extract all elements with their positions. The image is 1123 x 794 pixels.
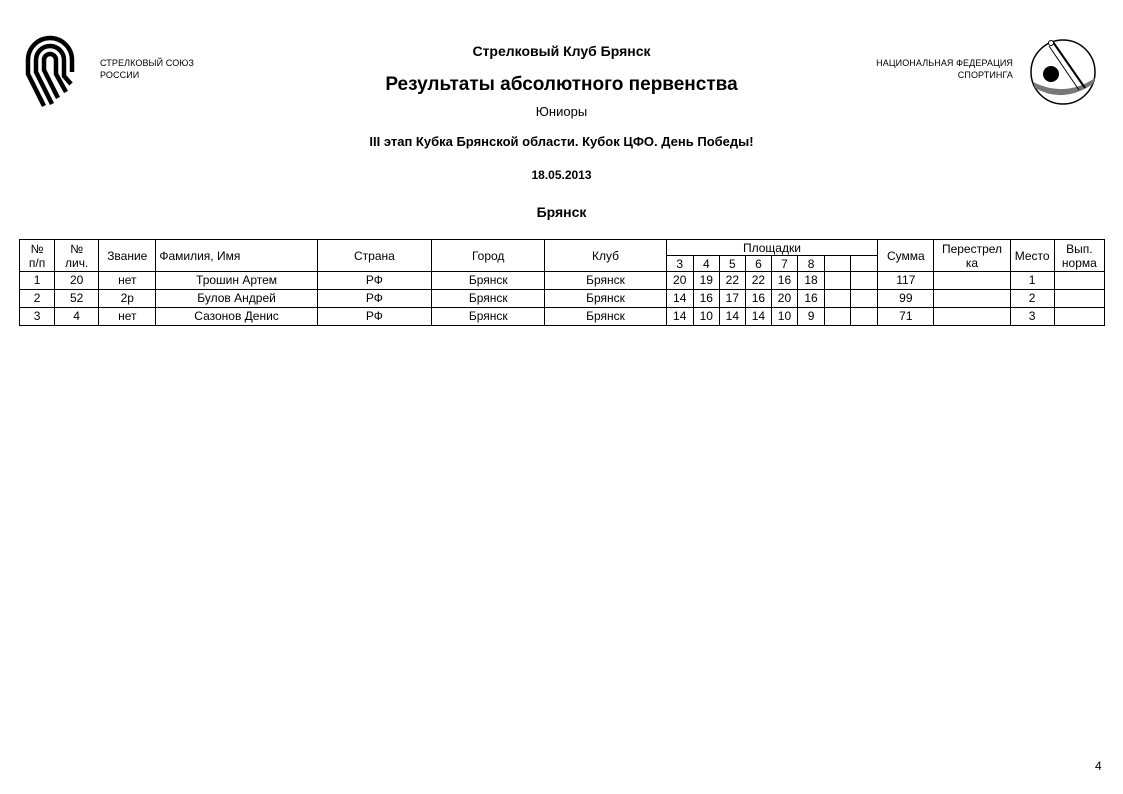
cell-score: 9: [798, 308, 825, 326]
cell-score: [825, 290, 851, 308]
range-number: 4: [693, 256, 719, 272]
cell-score: 17: [719, 290, 745, 308]
cell-rank: 2р: [99, 290, 156, 308]
col-header-name: Фамилия, Имя: [156, 240, 317, 272]
club-name: Стрелковый Клуб Брянск: [472, 43, 651, 59]
table-row: [20, 272, 1105, 290]
col-header-city: Город: [432, 240, 545, 272]
org-left-line1: СТРЕЛКОВЫЙ СОЮЗ: [100, 58, 195, 68]
cell-club: Брянск: [545, 272, 666, 290]
cell-id: 20: [55, 272, 99, 290]
col-header-num: [20, 240, 55, 272]
cell-city: Брянск: [432, 308, 545, 326]
cell-id: 52: [55, 290, 99, 308]
col-header-ranges: Площадки: [666, 240, 878, 256]
col-header-num-line2: п/п: [28, 255, 46, 270]
cell-rank: нет: [99, 272, 156, 290]
cell-shootoff: [934, 272, 1010, 290]
cell-score: 18: [798, 272, 825, 290]
cell-score: 14: [666, 290, 693, 308]
cell-city: Брянск: [432, 290, 545, 308]
cell-score: 14: [745, 308, 771, 326]
cell-score: 16: [771, 272, 797, 290]
cell-score: 16: [798, 290, 825, 308]
cell-place: 2: [1010, 290, 1054, 308]
cell-score: 10: [693, 308, 719, 326]
cell-club: Брянск: [545, 308, 666, 326]
org-right-line2: СПОРТИНГА: [957, 70, 1013, 80]
range-number: 6: [745, 256, 771, 272]
range-number: [851, 256, 878, 272]
range-number: 3: [666, 256, 693, 272]
col-header-shootoff-line1: Перестрел: [941, 241, 1003, 256]
range-number: 8: [798, 256, 825, 272]
cell-country: РФ: [317, 272, 431, 290]
cell-score: [851, 308, 878, 326]
cell-total: 71: [878, 308, 934, 326]
org-right-line1: НАЦИОНАЛЬНАЯ ФЕДЕРАЦИЯ: [876, 58, 1013, 68]
cell-score: 16: [745, 290, 771, 308]
cell-country: РФ: [317, 290, 431, 308]
col-header-id-line1: №: [70, 241, 84, 256]
col-header-norm-line2: норма: [1061, 255, 1097, 270]
cell-score: [825, 272, 851, 290]
cell-total: 117: [878, 272, 934, 290]
event-city: Брянск: [536, 204, 587, 220]
page-title: Результаты абсолютного первенства: [385, 74, 738, 95]
cell-name: Сазонов Денис: [156, 308, 317, 326]
col-header-num-line1: №: [30, 241, 44, 256]
org-left-line2: РОССИИ: [100, 70, 140, 80]
header-row: [20, 240, 1105, 256]
cell-norm: [1054, 272, 1104, 290]
cell-norm: [1054, 290, 1104, 308]
cell-score: [851, 290, 878, 308]
cell-score: 16: [693, 290, 719, 308]
cell-score: [851, 272, 878, 290]
cell-num: 1: [20, 272, 55, 290]
col-header-place: Место: [1010, 240, 1054, 272]
cell-shootoff: [934, 290, 1010, 308]
cell-score: 19: [693, 272, 719, 290]
col-header-norm: [1054, 240, 1104, 272]
range-number: 5: [719, 256, 745, 272]
col-header-shootoff-line2: ка: [965, 255, 979, 270]
cell-score: 20: [771, 290, 797, 308]
col-header-norm-line1: Вып.: [1066, 241, 1093, 256]
cell-num: 2: [20, 290, 55, 308]
cell-name: Булов Андрей: [156, 290, 317, 308]
col-header-total: Сумма: [878, 240, 934, 272]
cell-shootoff: [934, 308, 1010, 326]
page-number: 4: [1095, 759, 1102, 773]
cell-place: 1: [1010, 272, 1054, 290]
col-header-id: [55, 240, 99, 272]
col-header-shootoff: [934, 240, 1010, 272]
cell-city: Брянск: [432, 272, 545, 290]
event-date: 18.05.2013: [531, 168, 592, 182]
range-number: [825, 256, 851, 272]
cell-score: 14: [666, 308, 693, 326]
col-header-rank: Звание: [99, 240, 156, 272]
cell-rank: нет: [99, 308, 156, 326]
results-table: [19, 239, 1105, 326]
cell-score: 22: [719, 272, 745, 290]
col-header-country: Страна: [317, 240, 431, 272]
cell-num: 3: [20, 308, 55, 326]
cell-total: 99: [878, 290, 934, 308]
table-row: [20, 290, 1105, 308]
col-header-id-line2: лич.: [65, 255, 89, 270]
category-label: Юниоры: [535, 104, 588, 119]
event-name: III этап Кубка Брянской области. Кубок ЦФО. День Победы!: [369, 134, 754, 149]
cell-score: 22: [745, 272, 771, 290]
cell-name: Трошин Артем: [156, 272, 317, 290]
cell-id: 4: [55, 308, 99, 326]
range-number: 7: [771, 256, 797, 272]
cell-country: РФ: [317, 308, 431, 326]
cell-score: 14: [719, 308, 745, 326]
cell-score: [825, 308, 851, 326]
cell-club: Брянск: [545, 290, 666, 308]
cell-score: 20: [666, 272, 693, 290]
table-row: [20, 308, 1105, 326]
col-header-club: Клуб: [545, 240, 666, 272]
cell-score: 10: [771, 308, 797, 326]
cell-norm: [1054, 308, 1104, 326]
cell-place: 3: [1010, 308, 1054, 326]
